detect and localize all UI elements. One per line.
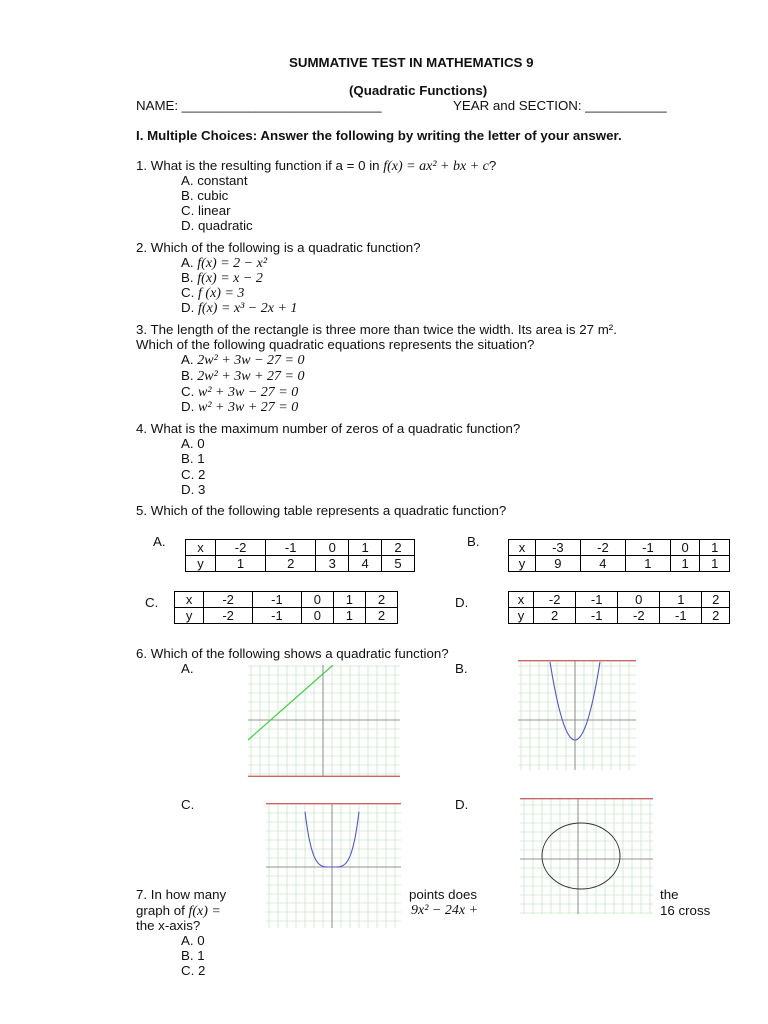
q7-option-b: B. 1 bbox=[181, 948, 205, 963]
question-1-end: ? bbox=[488, 158, 497, 173]
table-cell: -2 bbox=[534, 592, 576, 608]
q2-formula: f(x) = x − 2 bbox=[197, 271, 263, 286]
table-cell: -2 bbox=[215, 540, 265, 556]
q2-formula: f (x) = 3 bbox=[198, 286, 245, 301]
table-cell: 1 bbox=[670, 556, 700, 572]
table-cell: -1 bbox=[253, 608, 302, 624]
q3-letter: A. bbox=[181, 352, 194, 367]
q6-graph-d bbox=[520, 798, 653, 914]
table-cell: 3 bbox=[316, 556, 349, 572]
table-cell: 2 bbox=[534, 608, 576, 624]
q1-option-c: C. linear bbox=[181, 203, 231, 218]
test-subtitle: (Quadratic Functions) bbox=[349, 83, 488, 98]
q2-option-d bbox=[181, 300, 297, 317]
table-cell: 2 bbox=[702, 592, 730, 608]
table-cell: x bbox=[509, 592, 534, 608]
question-1-text: 1. What is the resulting function if a = 0 in bbox=[136, 158, 384, 173]
question-6-text: 6. Which of the following shows a quadratic function? bbox=[136, 646, 449, 661]
q5-table-b bbox=[508, 539, 730, 572]
q5-letter-b: B. bbox=[467, 534, 480, 549]
q3-letter: D. bbox=[181, 399, 195, 414]
table-cell: y bbox=[175, 608, 204, 624]
table-cell: 1 bbox=[625, 556, 670, 572]
question-5-text: 5. Which of the following table represents a quadratic function? bbox=[136, 503, 507, 518]
table-row bbox=[175, 608, 398, 624]
table-cell: -3 bbox=[535, 540, 580, 556]
q7-option-a: A. 0 bbox=[181, 933, 205, 948]
q6-graph-b bbox=[518, 660, 636, 770]
q7-option-c: C. 2 bbox=[181, 963, 206, 978]
q2-letter: B. bbox=[181, 270, 194, 285]
table-cell: -1 bbox=[660, 608, 702, 624]
question-7-part-6: the x-axis? bbox=[136, 918, 201, 933]
q4-option-d: D. 3 bbox=[181, 482, 206, 497]
q4-option-b: B. 1 bbox=[181, 451, 205, 466]
table-cell: -1 bbox=[625, 540, 670, 556]
table-row bbox=[509, 556, 730, 572]
table-cell: 2 bbox=[382, 540, 415, 556]
q3-option-a bbox=[181, 352, 305, 369]
q6-letter-d: D. bbox=[455, 797, 469, 812]
table-cell: -1 bbox=[576, 592, 618, 608]
q2-formula: f(x) = 2 − x² bbox=[197, 256, 268, 271]
q5-table-c bbox=[174, 591, 398, 624]
q6-graph-a bbox=[248, 665, 400, 777]
table-cell: 0 bbox=[670, 540, 700, 556]
table-cell: y bbox=[186, 556, 216, 572]
question-7-formula-2: 9x² − 24x + bbox=[411, 903, 479, 918]
q5-letter-d: D. bbox=[455, 595, 469, 610]
question-7-part-2: points does bbox=[409, 887, 478, 902]
table-row bbox=[186, 540, 415, 556]
circle-curve bbox=[542, 823, 620, 889]
table-cell: 0 bbox=[618, 592, 660, 608]
q3-formula: w² + 3w + 27 = 0 bbox=[198, 400, 299, 415]
q3-formula: 2w² + 3w + 27 = 0 bbox=[197, 369, 305, 384]
q5-table-a bbox=[185, 539, 415, 572]
question-4-text: 4. What is the maximum number of zeros of a quadratic function? bbox=[136, 421, 521, 436]
q5-letter-a: A. bbox=[153, 534, 166, 549]
table-cell: 9 bbox=[535, 556, 580, 572]
table-cell: 2 bbox=[266, 556, 316, 572]
table-cell: 0 bbox=[301, 608, 333, 624]
q3-letter: C. bbox=[181, 384, 195, 399]
table-row bbox=[509, 592, 730, 608]
question-3-line-2: Which of the following quadratic equations represents the situation? bbox=[136, 337, 535, 352]
table-cell: 1 bbox=[660, 592, 702, 608]
table-cell: -2 bbox=[580, 540, 625, 556]
table-cell: 4 bbox=[580, 556, 625, 572]
q3-letter: B. bbox=[181, 368, 194, 383]
question-7-part-1: 7. In how many bbox=[136, 887, 227, 902]
q1-option-d: D. quadratic bbox=[181, 218, 253, 233]
q6-letter-a: A. bbox=[181, 661, 194, 676]
table-cell: x bbox=[186, 540, 216, 556]
question-2-text: 2. Which of the following is a quadratic function? bbox=[136, 240, 421, 255]
table-cell: x bbox=[509, 540, 536, 556]
table-cell: 0 bbox=[301, 592, 333, 608]
table-row bbox=[175, 592, 398, 608]
test-title: SUMMATIVE TEST IN MATHEMATICS 9 bbox=[289, 55, 534, 70]
table-cell: -1 bbox=[266, 540, 316, 556]
table-cell: 5 bbox=[382, 556, 415, 572]
q1-option-a: A. constant bbox=[181, 173, 248, 188]
table-cell: 0 bbox=[316, 540, 349, 556]
table-row bbox=[509, 608, 730, 624]
table-cell: -2 bbox=[618, 608, 660, 624]
table-cell: 1 bbox=[333, 592, 365, 608]
q6-letter-c: C. bbox=[181, 797, 195, 812]
q6-letter-b: B. bbox=[455, 661, 468, 676]
table-cell: 2 bbox=[702, 608, 730, 624]
q2-letter: A. bbox=[181, 255, 194, 270]
table-cell: -1 bbox=[576, 608, 618, 624]
q2-formula: f(x) = x³ − 2x + 1 bbox=[198, 301, 298, 316]
q6-graph-c bbox=[266, 803, 401, 928]
table-cell: 2 bbox=[365, 592, 397, 608]
table-cell: y bbox=[509, 556, 536, 572]
table-cell: 1 bbox=[333, 608, 365, 624]
section-instruction: I. Multiple Choices: Answer the following by writing the letter of your answer. bbox=[136, 128, 622, 143]
table-cell: -2 bbox=[204, 592, 253, 608]
q1-option-b: B. cubic bbox=[181, 188, 229, 203]
year-section-field-label: YEAR and SECTION: ___________ bbox=[453, 98, 667, 113]
table-cell: 1 bbox=[215, 556, 265, 572]
name-field-label: NAME: ___________________________ bbox=[136, 98, 382, 113]
q3-formula: w² + 3w − 27 = 0 bbox=[198, 385, 299, 400]
table-row bbox=[509, 540, 730, 556]
question-3-line-1: 3. The length of the rectangle is three more than twice the width. Its area is 27 m². bbox=[136, 322, 617, 337]
table-cell: x bbox=[175, 592, 204, 608]
table-cell: 4 bbox=[349, 556, 382, 572]
question-7-formula-1: f(x) = bbox=[188, 904, 221, 919]
table-cell: -2 bbox=[204, 608, 253, 624]
table-cell: 2 bbox=[365, 608, 397, 624]
q3-option-b bbox=[181, 368, 305, 385]
question-7-graph-of: graph of bbox=[136, 903, 189, 918]
table-row bbox=[186, 556, 415, 572]
table-cell: 1 bbox=[700, 556, 730, 572]
q5-letter-c: C. bbox=[145, 595, 159, 610]
table-cell: y bbox=[509, 608, 534, 624]
q5-table-d bbox=[508, 591, 730, 624]
question-7-part-5: 16 cross bbox=[660, 903, 711, 918]
question-1-formula: f(x) = ax² + bx + c bbox=[383, 159, 489, 174]
question-7-part-3: the bbox=[660, 887, 679, 902]
table-cell: -1 bbox=[253, 592, 302, 608]
table-cell: 1 bbox=[349, 540, 382, 556]
q4-option-a: A. 0 bbox=[181, 436, 205, 451]
table-cell: 1 bbox=[700, 540, 730, 556]
q3-option-d bbox=[181, 399, 298, 416]
q4-option-c: C. 2 bbox=[181, 467, 206, 482]
q2-letter: C. bbox=[181, 285, 195, 300]
q2-letter: D. bbox=[181, 300, 195, 315]
q3-formula: 2w² + 3w − 27 = 0 bbox=[197, 353, 305, 368]
